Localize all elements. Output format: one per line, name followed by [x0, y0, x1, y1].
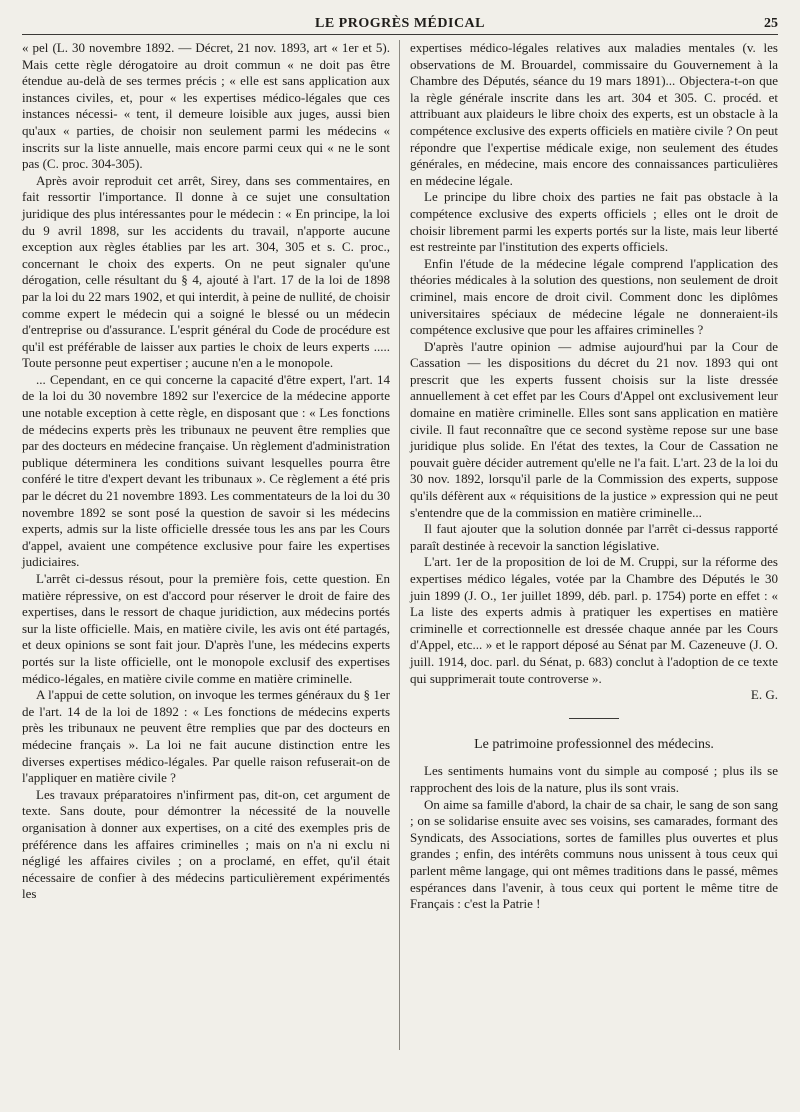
section-paragraph-1: Les sentiments humains vont du simple au composé ; plus ils se rapprochent des lois de la nature, plus ils sont vrais.	[410, 763, 778, 795]
right-paragraph-5: Il faut ajouter que la solution donnée par l'arrêt ci-dessus rapporté paraît destinée à recevoir la sanction législative.	[410, 521, 778, 553]
right-paragraph-6: L'art. 1er de la proposition de loi de M. Cruppi, sur la réforme des expertises médico légales, votée par la Chambre des Députés le 30 juin 1899 (J. O., 1er juillet 1899, déb. parl. p. 1754) porte en effet : « La liste des experts admis à pratiquer les expertises en matière criminelle et correctionnelle est dressée chaque année par les Cours d'Appel, etc... » et le rapport déposé au Sénat par M. Cazeneuve (J. O. juill. 1914, doc. parl. du Sénat, p. 683) conclut à l'adoption de ce texte qui supprimerait toute controverse ».	[410, 554, 778, 686]
article-section	[410, 737, 778, 913]
right-column	[410, 40, 778, 913]
right-paragraph-3: Enfin l'étude de la médecine légale comprend l'application des théories médicales à la solution des questions, non seulement de droit criminel, mais encore de droit civil. Comment donc les diplômes universitaires spéciaux de médecine légale ne donneraient-ils compétence exclusive que pour les affaires criminelles ?	[410, 255, 778, 338]
running-title: LE PROGRÈS MÉDICAL	[314, 16, 486, 31]
right-paragraph-4: D'après l'autre opinion — admise aujourd'hui par la Cour de Cassation — les dispositions du décret du 21 nov. 1893 qui ont prescrit que les experts fussent choisis sur la liste dressée annuellement à cet effet par les Cours d'Appel ont exclusivement leur domaine en matière criminelle. Elles sont sans application en matière civile. Il faut reconnaître que ce second système repose sur une base juridique plus solide. En l'état des textes, la Cour de Cassation ne pouvait guère décider autrement qu'elle ne l'a fait. L'art. 23 de la loi du 30 nov. 1892, lorsqu'il parle de la Commission des experts, suppose qu'ils défèrent aux « réquisitions de la justice » expression qui ne peut s'entendre que de la commission en matière criminelle...	[410, 338, 778, 520]
left-column	[22, 40, 390, 903]
author-signature: E. G.	[750, 687, 778, 703]
section-title: Le patrimoine professionnel des médecins.	[474, 736, 714, 752]
page-header	[22, 10, 778, 35]
left-paragraph-1: « pel (L. 30 novembre 1892. — Décret, 21 nov. 1893, art « 1er et 5). Mais cette règle dérogatoire au droit commun « ne doit pas être étendue au-delà de ses termes précis ; « elle est sans application aux instances civiles, et, pour « les expertises médico-légales que ces instances nécessi- « tent, il demeure loisible aux juges, aussi bien qu'aux « parties, de choisir non seulement parmi les médecins « inscrits sur la liste annuelle, mais encore parmi ceux qui « ne le sont pas (C. proc. 304-305).	[22, 40, 390, 172]
left-paragraph-4: L'arrêt ci-dessus résout, pour la première fois, cette question. En matière répressive, on est d'accord pour réserver le droit de faire des expertises, dans le ressort de chaque juridiction, aux médecins portés sur la liste officielle. Mais, en matière civile, les avis ont été partagés, et deux opinions se sont fait jour. D'après l'une, les médecins experts portés sur la liste officielle, ont le monopole exclusif des expertises médico-légales, en matière civile comme en matière criminelle.	[22, 571, 390, 686]
column-divider	[399, 40, 400, 1050]
left-paragraph-2: Après avoir reproduit cet arrêt, Sirey, dans ses commentaires, en fait ressortir l'importance. Il donne à ce sujet une consultation juridique des plus intéressantes pour le médecin : « En principe, la loi du 9 avril 1898, sur les accidents du travail, n'apporte aucune exception aux règles établies par les art. 304, 305 et s. C. proc., concernant le choix des experts. On ne peut signaler qu'une dérogation, celle résultant du § 4, ajouté à l'art. 17 de la loi de 1898 par la loi du 22 mars 1902, et qui interdit, à peine de nullité, de choisir comme expert le médecin qui a soigné le blessé ou un médecin d'entreprise ou d'assurance. L'esprit général du Code de procédure est qu'il est préférable de laisser aux parties le choix de leurs experts ..... Toute personne peut expertiser ; aucune n'en a le monopole.	[22, 172, 390, 371]
page-number: 25	[764, 16, 778, 31]
section-divider	[569, 718, 619, 719]
left-paragraph-3: ... Cependant, en ce qui concerne la capacité d'être expert, l'art. 14 de la loi du 30 novembre 1892 sur l'exercice de la médecine apporte une notable exception à cette règle, en disposant que : « Les fonctions de médecins experts près les tribunaux ne peuvent être remplies que par des docteurs en médecine française. Un règlement d'administration publique déterminera les conditions suivant lesquelles pourra être conféré le titre d'expert devant les tribunaux ». Ce règlement a été pris par le décret du 21 novembre 1893. Les commentateurs de la loi du 30 novembre 1892 se sont posé la question de savoir si les médecins experts, admis sur la liste officielle dressée tous les ans par les Cours d'appel, avaient une compétence exclusive pour faire les expertises judiciaires.	[22, 371, 391, 570]
left-paragraph-5: A l'appui de cette solution, on invoque les termes généraux du § 1er de l'art. 14 de la loi de 1892 : « Les fonctions de médecins experts près les tribunaux ne peuvent être remplies que par des docteurs en médecine français ». La loi ne fait aucune distinction entre les diverses expertises médico-légales. Par quelle raison refuserait-on de l'appliquer en matière civile ?	[22, 687, 390, 786]
left-paragraph-6: Les travaux préparatoires n'infirment pas, dit-on, cet argument de texte. Sans doute, pour démontrer la nécessité de la nouvelle organisation à donner aux expertises, on a cité des exemples pris de préférence dans les affaires criminelles ; mais on n'a ni exclu ni négligé les affaires civiles ; on a proclamé, en effet, qu'il était nécessaire de confier à des médecins particulièrement expérimentés les	[22, 786, 390, 902]
section-paragraph-2: On aime sa famille d'abord, la chair de sa chair, le sang de son sang ; on se solidarise ensuite avec ses voisins, ses camarades, formant des Syndicats, des Associations, sortes de familles plus ouvertes et plus grandes ; enfin, des intérêts communs nous unissent à tous ceux qui parlent même langage, qui ont mêmes traditions dans le passé, mêmes espérances dans l'avenir, à tous ceux qui portent le même titre de Français : c'est la Patrie !	[410, 796, 778, 912]
right-paragraph-2: Le principe du libre choix des parties ne fait pas obstacle à la compétence exclusive des experts officiels ; elles ont le droit de choisir librement parmi les experts portés sur la liste, mais leur liberté est restreinte par l'institution des experts officiels.	[410, 189, 778, 255]
right-paragraph-1: expertises médico-légales relatives aux maladies mentales (v. les observations de M. Brouardel, commissaire du Gouvernement à la Chambre des Députés, séance du 19 mars 1891)... Objectera-t-on que la règle générale inscrite dans les art. 304 et 305. C. procéd. et attribuant aux plaideurs le libre choix des experts, est un obstacle à la compétence exclusive des experts officiels en matière civile ? On peut répondre que l'expertise médicale exige, non seulement des études générales, en médecine, mais encore des connaissances particulières en médecine légale.	[410, 40, 778, 188]
